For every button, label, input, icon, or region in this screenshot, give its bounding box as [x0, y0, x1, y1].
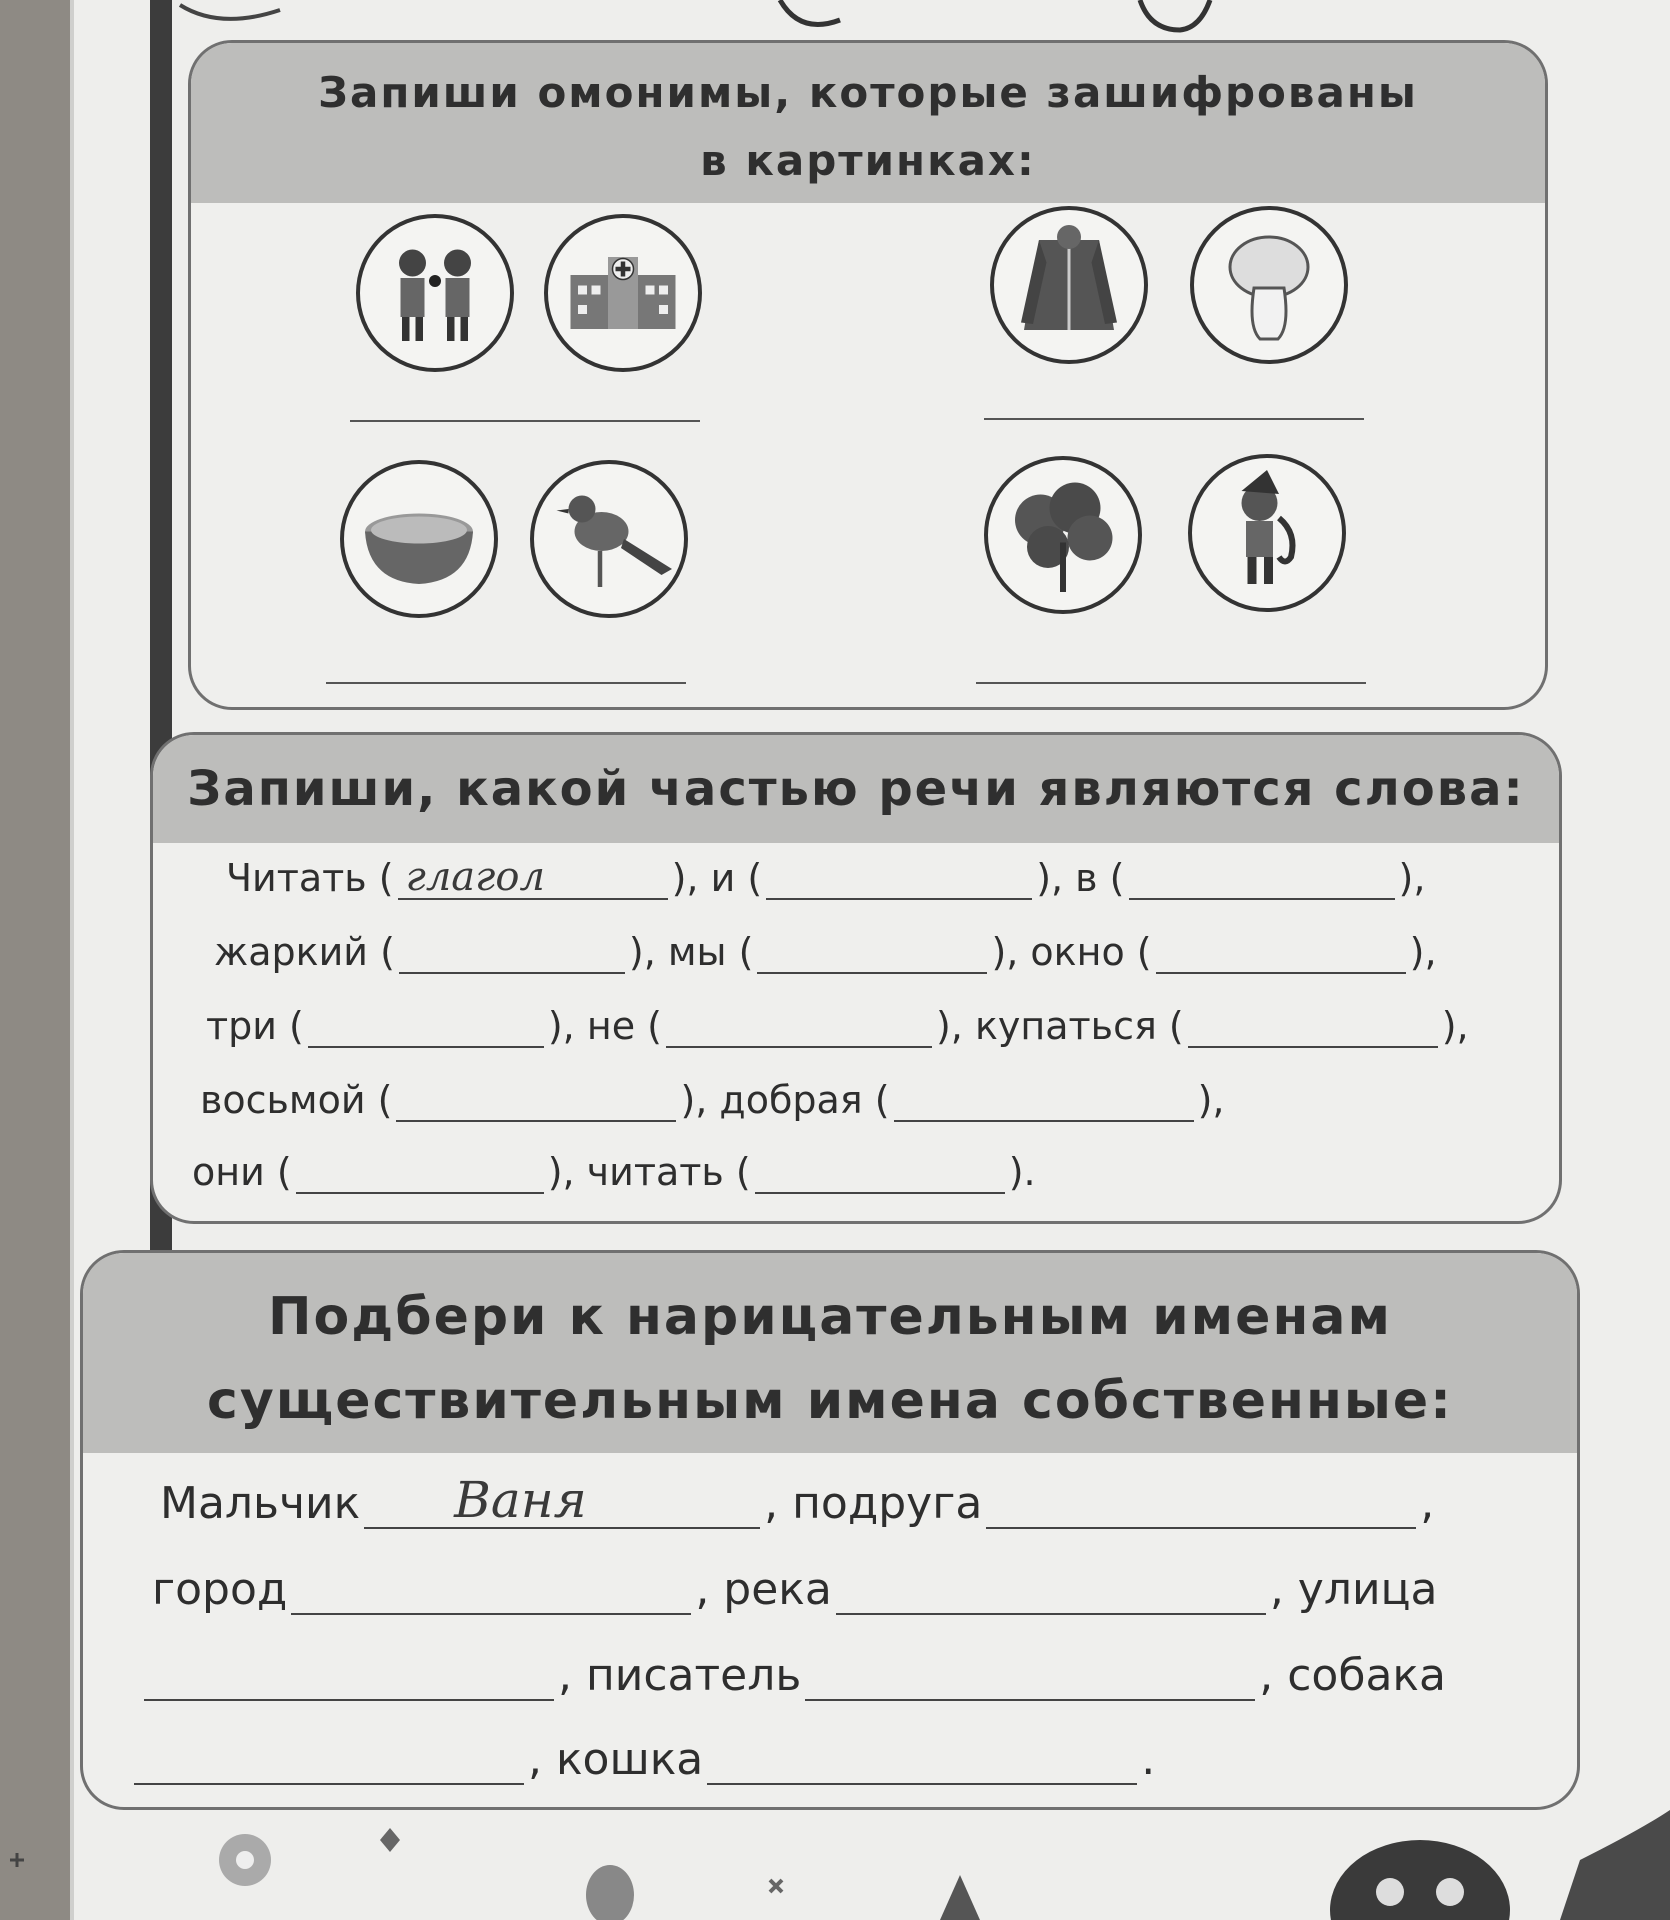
answer-blank[interactable]: [757, 934, 987, 974]
answer-blank[interactable]: [364, 1471, 760, 1529]
answer-blank[interactable]: [296, 1154, 544, 1194]
answer-blank[interactable]: [755, 1154, 1005, 1194]
bird-icon: [530, 460, 688, 618]
answer-blank[interactable]: [805, 1655, 1255, 1701]
exercise-proper-nouns: [80, 1250, 1580, 1810]
answer-blank[interactable]: [134, 1739, 524, 1785]
porridge-bowl-icon: [340, 460, 498, 618]
answer-blank[interactable]: [666, 1008, 932, 1048]
noun-row-1: Мальчик Ваня , подруга ,: [160, 1471, 1435, 1529]
handwritten-answer: Ваня: [454, 1471, 587, 1529]
answer-blank[interactable]: [308, 1008, 544, 1048]
answer-blank[interactable]: [766, 860, 1032, 900]
pos-row-3: три ( ), не ( ), купаться ( ),: [206, 1004, 1469, 1048]
boys-icon: [356, 214, 514, 372]
answer-blank[interactable]: [398, 854, 668, 900]
answer-blank[interactable]: [1156, 934, 1406, 974]
answer-blank[interactable]: [399, 934, 625, 974]
pos-row-1: Читать ( глагол ), и ( ), в ( ),: [226, 854, 1426, 900]
coat-icon: [990, 206, 1148, 364]
noun-row-2: город , река , улица: [152, 1564, 1438, 1615]
pos-row-4: восьмой ( ), добрая ( ),: [200, 1078, 1225, 1122]
bottom-decorations: [0, 1800, 1670, 1920]
mushroom-icon: [1190, 206, 1348, 364]
answer-blank[interactable]: [707, 1739, 1137, 1785]
exercise-proper-nouns-title: [83, 1253, 1577, 1453]
noun-row-3: , писатель , собака: [140, 1650, 1446, 1701]
noun-row-4: , кошка .: [130, 1734, 1155, 1785]
answer-blank[interactable]: [986, 1483, 1416, 1529]
answer-blank[interactable]: [291, 1569, 691, 1615]
answer-blank[interactable]: [836, 1569, 1266, 1615]
hospital-building-icon: [544, 214, 702, 372]
answer-blank[interactable]: [1129, 860, 1395, 900]
title-line-2: в картинках:: [700, 136, 1036, 185]
answer-line-1[interactable]: [350, 420, 700, 422]
answer-line-3[interactable]: [326, 682, 686, 684]
answer-blank[interactable]: [894, 1082, 1194, 1122]
answer-line-4[interactable]: [976, 682, 1366, 684]
pos-row-2: жаркий ( ), мы ( ), окно ( ),: [214, 930, 1437, 974]
answer-line-2[interactable]: [984, 418, 1364, 420]
title-line-2: существительным имена собственные:: [207, 1371, 1453, 1431]
bush-icon: [984, 456, 1142, 614]
answer-blank[interactable]: [1188, 1008, 1438, 1048]
title-line-1: Запиши омонимы, которые зашифрованы: [318, 68, 1418, 117]
top-decoration: [160, 0, 1360, 40]
answer-blank[interactable]: [144, 1655, 554, 1701]
saxophone-player-icon: [1188, 454, 1346, 612]
handwritten-answer: глагол: [405, 854, 545, 900]
exercise-homonyms-title: [191, 43, 1545, 203]
exercise-parts-of-speech-title: Запиши, какой частью речи являются слова:: [153, 735, 1559, 843]
answer-blank[interactable]: [396, 1082, 676, 1122]
title-line-1: Подбери к нарицательным именам: [268, 1287, 1392, 1347]
pos-row-5: они ( ), читать ( ).: [192, 1150, 1036, 1194]
